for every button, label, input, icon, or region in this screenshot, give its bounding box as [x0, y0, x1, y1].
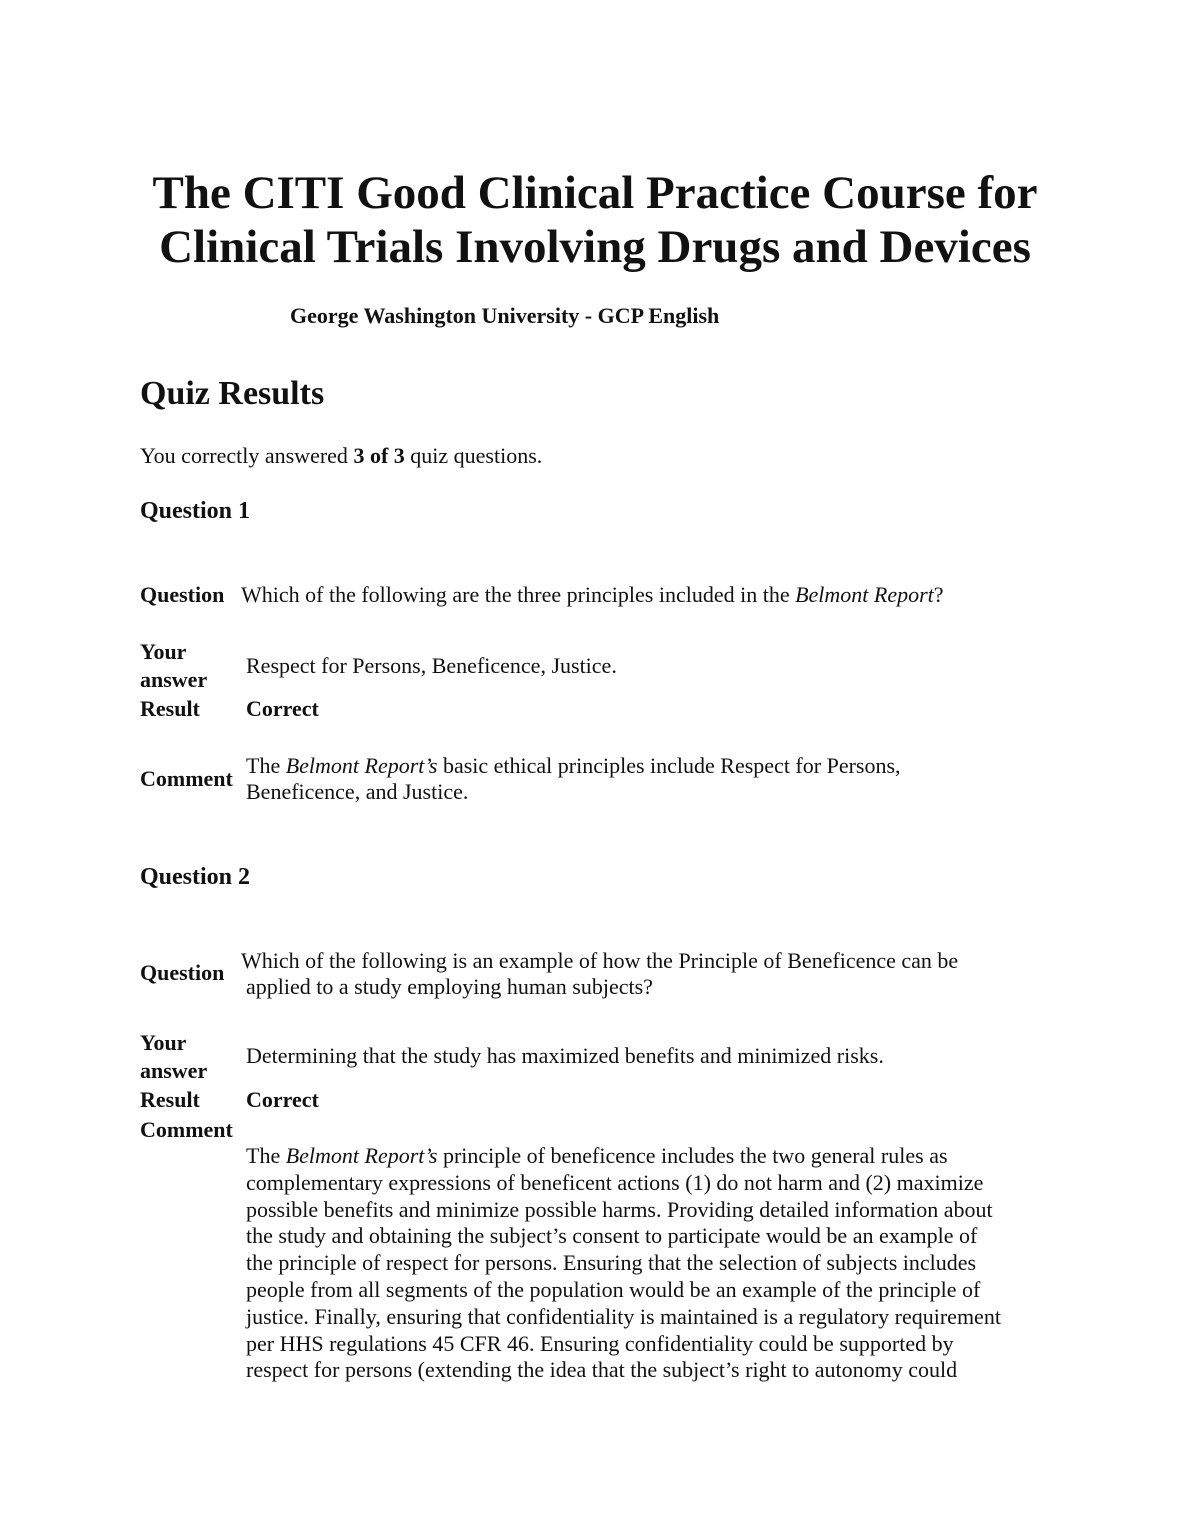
- q1-question-italic: Belmont Report: [795, 582, 934, 607]
- q2-question-text: [241, 948, 1051, 1000]
- q2-comment-line-4: the study and obtaining the subject’s consent to participate would be an example of: [246, 1223, 978, 1249]
- q1-comment-line-1-post: basic ethical principles include Respect for Persons,: [437, 753, 901, 778]
- quiz-results-heading: Quiz Results: [140, 375, 325, 412]
- document-title: [0, 166, 1190, 274]
- q2-comment-line-1: [246, 1143, 1066, 1170]
- score-prefix: You correctly answered: [140, 443, 354, 468]
- q1-question-label: Question: [140, 582, 225, 607]
- q2-comment-label: Comment: [140, 1117, 233, 1142]
- q1-comment-line-1: [246, 753, 1056, 779]
- q1-comment-label: Comment: [140, 766, 233, 791]
- q2-your-label: Your: [140, 1030, 187, 1055]
- document-title-line-2: Clinical Trials Involving Drugs and Devices: [159, 221, 1031, 273]
- q2-your-answer: Determining that the study has maximized benefits and minimized risks.: [246, 1043, 884, 1068]
- q2-comment-pre: The: [246, 1143, 286, 1168]
- q1-comment-line-2: Beneficence, and Justice.: [246, 779, 469, 804]
- score-value: 3 of 3: [353, 443, 405, 468]
- quiz-score-text: [140, 442, 542, 470]
- q2-comment-text: [246, 1143, 1066, 1384]
- q1-your-answer: Respect for Persons, Beneficence, Justice.: [246, 653, 617, 678]
- q1-result-label: Result: [140, 696, 200, 721]
- q2-comment-line-5: the principle of respect for persons. Ensuring that the selection of subjects includes: [246, 1250, 977, 1276]
- q1-question-text: [241, 582, 1051, 608]
- q2-comment-line-6: people from all segments of the population would be an example of the principle of: [246, 1276, 981, 1302]
- q2-question-line-2: applied to a study employing human subjects?: [246, 974, 653, 999]
- q2-comment-line-1-post: principle of beneficence includes the two general rules as: [437, 1143, 948, 1168]
- q2-question-label: Question: [140, 960, 225, 985]
- document-title-line-1: The CITI Good Clinical Practice Course for: [152, 167, 1038, 219]
- q2-comment-line-2: complementary expressions of beneficent actions (1) do not harm and (2) maximize: [246, 1169, 984, 1195]
- q1-question-pre: Which of the following are the three principles included in the: [241, 582, 796, 607]
- q1-comment-italic: Belmont Report’s: [285, 753, 438, 778]
- q1-your-label: Your: [140, 639, 187, 664]
- q2-comment-italic: Belmont Report’s: [285, 1143, 438, 1168]
- q1-comment-pre: The: [246, 753, 286, 778]
- score-suffix: quiz questions.: [404, 443, 543, 468]
- question-2-heading: Question 2: [140, 864, 251, 890]
- q2-question-line-1: Which of the following is an example of how the Principle of Beneficence can be: [241, 948, 959, 973]
- q2-comment-line-7: justice. Finally, ensuring that confidentiality is maintained is a regulatory requirement: [246, 1303, 1001, 1329]
- q1-comment-text: [246, 753, 1056, 805]
- q2-comment-line-9: respect for persons (extending the idea that the subject’s right to autonomy could: [246, 1357, 958, 1383]
- q1-question-post: ?: [933, 582, 944, 607]
- document-subtitle: George Washington University - GCP English: [290, 303, 720, 328]
- q1-result-value: Correct: [246, 696, 319, 721]
- q2-comment-line-8: per HHS regulations 45 CFR 46. Ensuring confidentiality could be supported by: [246, 1330, 954, 1356]
- question-1-heading: Question 1: [140, 498, 251, 524]
- q2-comment-line-3: possible benefits and minimize possible harms. Providing detailed information about: [246, 1196, 993, 1222]
- q2-result-value: Correct: [246, 1087, 319, 1112]
- q2-answer-label: answer: [140, 1058, 208, 1083]
- q2-result-label: Result: [140, 1087, 200, 1112]
- q1-answer-label: answer: [140, 667, 208, 692]
